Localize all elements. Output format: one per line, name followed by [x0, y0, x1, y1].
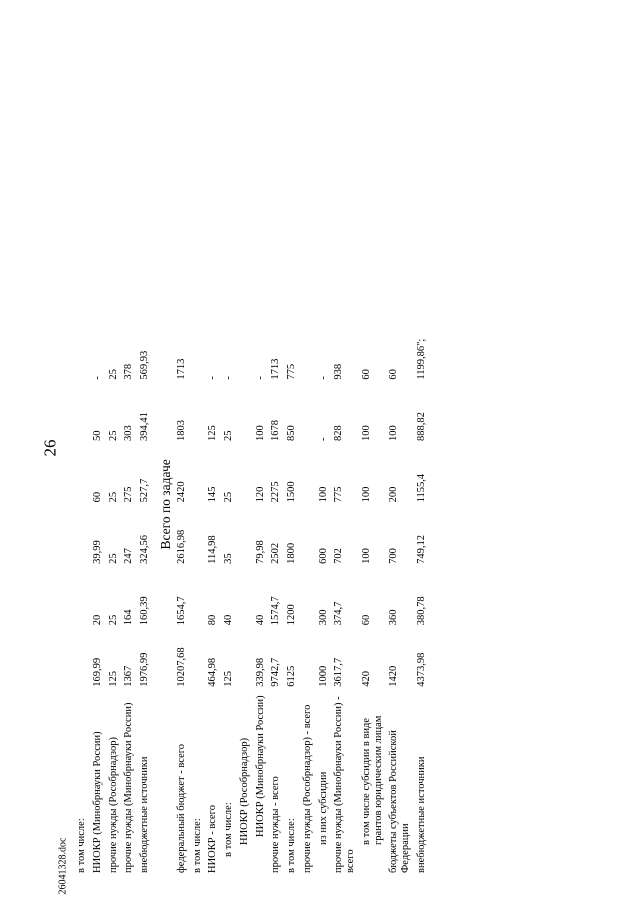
cell-value: 200 — [388, 486, 400, 503]
footer-filename: 26041328.doc — [57, 837, 69, 895]
cell-value: 324,56 — [139, 534, 150, 564]
row-label: в том числе: — [286, 818, 298, 873]
row-label: внебюджетные источники — [415, 756, 427, 873]
cell-value: 700 — [388, 548, 400, 564]
row-label: прочие нужды (Минобрнауки России) — [123, 702, 135, 873]
table-row — [107, 320, 123, 875]
cell-value: - — [91, 376, 103, 380]
cell-value: 1713 — [270, 358, 282, 380]
cell-value: 100 — [360, 548, 372, 564]
row-label: прочие нужды - всего — [270, 776, 282, 873]
cell-value — [75, 382, 91, 443]
cell-value: 1500 — [286, 481, 298, 503]
cell-value: 702 — [333, 548, 345, 564]
cell-value: 1713 — [175, 358, 187, 380]
table-row — [360, 320, 388, 875]
cell-value: 2616,98 — [175, 529, 187, 564]
cell-value: 40 — [223, 614, 235, 626]
cell-value — [301, 443, 317, 504]
cell-value: 20 — [91, 614, 103, 626]
cell-value — [191, 566, 207, 627]
cell-value: 125 — [223, 671, 235, 687]
cell-value: 60 — [360, 614, 372, 626]
cell-value: 1000 — [317, 665, 329, 687]
cell-value: 380,78 — [415, 596, 427, 626]
cell-value: 938 — [333, 363, 345, 380]
cell-value: 1155,4 — [415, 473, 427, 503]
cell-value: 420 — [360, 671, 372, 687]
row-label: в том числе: — [191, 818, 203, 873]
cell-value: 4373,98 — [415, 652, 427, 687]
row-label: НИОКР (Минобрнауки России) — [91, 731, 103, 873]
row-label: в том числе: — [76, 818, 87, 873]
cell-value: 1678 — [270, 420, 282, 442]
cell-value — [191, 504, 207, 565]
table-row — [191, 320, 207, 875]
section-title: Всего по задаче — [157, 459, 173, 550]
row-label: прочие нужды (Минобрнауки России) - всего — [333, 696, 357, 873]
cell-value: 125 — [207, 425, 219, 442]
cell-value: 1803 — [175, 420, 187, 442]
table-row — [75, 320, 91, 875]
cell-value: 169,99 — [91, 657, 103, 687]
table-row — [175, 320, 191, 875]
cell-value: - — [207, 376, 219, 380]
cell-value: 569,93 — [139, 350, 150, 380]
budget-table — [75, 320, 431, 875]
cell-value: 125 — [107, 671, 119, 687]
cell-value — [301, 627, 317, 689]
table-row — [222, 320, 238, 875]
cell-value: 60 — [91, 491, 103, 503]
cell-value: 25 — [107, 553, 119, 564]
cell-value — [238, 320, 254, 382]
cell-value: 828 — [333, 425, 345, 442]
cell-value — [301, 382, 317, 443]
cell-value: 888,82 — [415, 412, 427, 442]
cell-value: 100 — [254, 425, 266, 442]
cell-value: 160,39 — [139, 596, 150, 626]
row-label: федеральный бюджет - всего — [175, 743, 187, 873]
row-label: НИОКР - всего — [207, 805, 219, 873]
table-row — [269, 320, 285, 875]
table-row — [91, 320, 107, 875]
row-label: внебюджетные источники — [139, 756, 150, 873]
row-label: прочие нужды (Рособрнадзор) - всего — [301, 704, 313, 873]
cell-value — [191, 627, 207, 689]
cell-value: 300 — [317, 609, 329, 626]
table-row — [317, 320, 333, 875]
cell-value: 25 — [223, 491, 235, 503]
cell-value: - — [223, 376, 235, 380]
table-row — [332, 320, 360, 875]
cell-value: 339,98 — [254, 657, 266, 687]
table-row — [301, 320, 317, 875]
cell-value: 25 — [107, 430, 119, 442]
cell-value: 2275 — [270, 481, 282, 503]
table-body-top — [75, 320, 154, 875]
cell-value: 394,41 — [139, 412, 150, 442]
cell-value: 100 — [360, 425, 372, 442]
cell-value: 114,98 — [207, 535, 219, 564]
cell-value: 9742,7 — [270, 657, 282, 687]
cell-value — [301, 504, 317, 565]
section-header — [154, 320, 175, 875]
row-label: в том числе: — [223, 802, 235, 857]
row-label: НИОКР (Минобрнауки России) — [254, 695, 266, 837]
cell-value — [75, 627, 91, 689]
cell-value: 600 — [317, 548, 329, 564]
cell-value — [191, 443, 207, 504]
cell-value: 25 — [107, 369, 119, 380]
cell-value: 1200 — [286, 604, 298, 626]
cell-value: 850 — [286, 425, 298, 442]
table-row — [238, 320, 254, 875]
cell-value: 79,98 — [254, 540, 266, 564]
cell-value — [301, 566, 317, 627]
cell-value — [75, 566, 91, 627]
cell-value: 60 — [388, 369, 400, 380]
cell-value: 60 — [360, 369, 372, 380]
cell-value: 120 — [254, 486, 266, 503]
cell-value: 50 — [91, 430, 103, 442]
cell-value: 39,99 — [91, 540, 103, 564]
cell-value: 247 — [123, 548, 135, 564]
cell-value: 100 — [317, 486, 329, 503]
cell-value: 164 — [123, 609, 135, 626]
cell-value — [191, 320, 207, 382]
table-body-bottom — [175, 320, 431, 875]
cell-value: 1654,7 — [175, 596, 187, 626]
cell-value — [238, 566, 254, 627]
cell-value: - — [254, 376, 266, 380]
cell-value — [238, 627, 254, 689]
cell-value — [301, 320, 317, 382]
row-label: в том числе субсидии в виде грантов юридическим лицам — [360, 715, 384, 845]
cell-value — [75, 504, 91, 565]
cell-value: - — [317, 376, 329, 380]
cell-value: 775 — [286, 363, 298, 380]
cell-value: 2502 — [270, 542, 282, 564]
row-label: из них субсидии — [317, 771, 329, 845]
table-row — [415, 320, 431, 875]
cell-value: 35 — [223, 553, 235, 564]
cell-value: - — [317, 437, 329, 442]
cell-value: 374,7 — [333, 601, 345, 626]
cell-value: 1420 — [388, 665, 400, 687]
cell-value: 3617,7 — [333, 657, 345, 687]
cell-value: 10207,68 — [175, 647, 187, 687]
cell-value — [75, 443, 91, 504]
cell-value — [191, 382, 207, 443]
table-row — [122, 320, 138, 875]
cell-value: 25 — [223, 430, 235, 442]
cell-value — [238, 504, 254, 565]
rotated-table-container — [75, 320, 605, 875]
cell-value: 145 — [207, 486, 219, 503]
cell-value: 749,12 — [415, 534, 427, 564]
cell-value: 275 — [123, 486, 135, 503]
cell-value: 1976,99 — [139, 652, 150, 687]
cell-value — [75, 320, 91, 382]
cell-value: 100 — [360, 486, 372, 503]
table-row — [206, 320, 222, 875]
cell-value: 1367 — [123, 665, 135, 687]
cell-value — [238, 382, 254, 443]
cell-value: 775 — [333, 486, 345, 503]
row-label: НИОКР (Рособрнадзор) — [238, 737, 250, 845]
table-row — [285, 320, 301, 875]
cell-value: 1199,86"; — [415, 338, 427, 380]
row-label: бюджеты субъектов Российской Федерации — [388, 730, 412, 873]
row-label: прочие нужды (Рособрнадзор) — [107, 737, 119, 873]
cell-value: 1800 — [286, 542, 298, 564]
cell-value — [238, 443, 254, 504]
page-number: 26 — [40, 439, 60, 457]
cell-value: 378 — [123, 363, 135, 380]
cell-value: 100 — [388, 425, 400, 442]
cell-value: 6125 — [286, 665, 298, 687]
table-row — [254, 320, 270, 875]
cell-value: 527,7 — [139, 478, 150, 503]
cell-value: 464,98 — [207, 657, 219, 687]
cell-value: 25 — [107, 614, 119, 626]
cell-value: 25 — [107, 491, 119, 503]
cell-value: 40 — [254, 614, 266, 626]
cell-value: 360 — [388, 609, 400, 626]
cell-value: 303 — [123, 425, 135, 442]
table-row — [387, 320, 415, 875]
table-row — [138, 320, 154, 875]
cell-value: 1574,7 — [270, 596, 282, 626]
cell-value: 80 — [207, 614, 219, 626]
cell-value: 2420 — [175, 481, 187, 503]
